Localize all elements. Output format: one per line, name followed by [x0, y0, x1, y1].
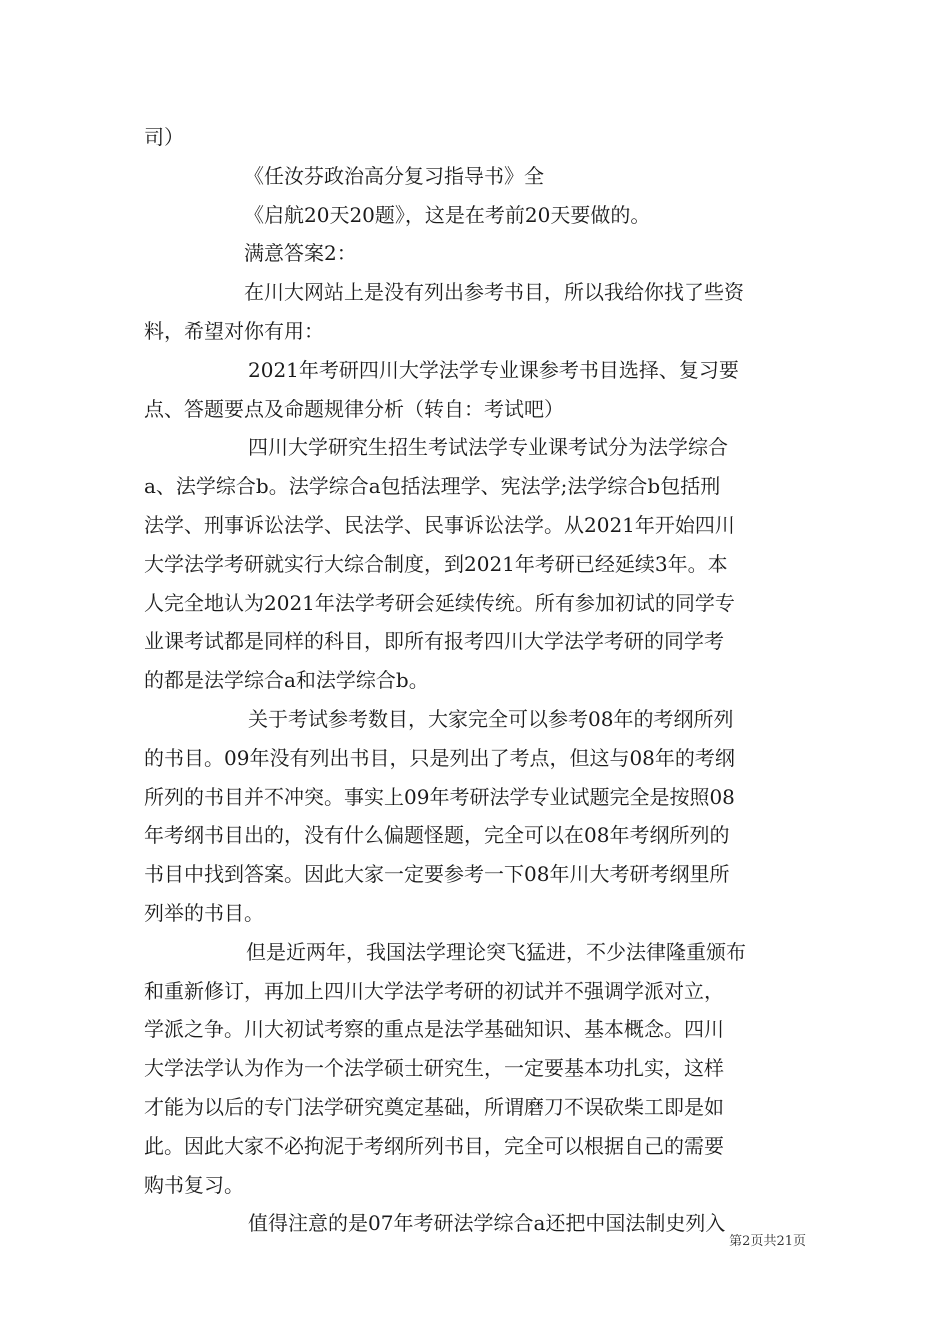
text-line: 关于考试参考数目，大家完全可以参考08年的考纲所列 — [248, 706, 734, 731]
page-number: 第2页共21页 — [729, 1234, 806, 1249]
text-line: 大学法学认为作为一个法学硕士研究生，一定要基本功扎实，这样 — [144, 1056, 724, 1081]
text-line: 司） — [144, 125, 184, 149]
text-line: 购书复习。 — [144, 1172, 244, 1197]
text-line: 年考纲书目出的，没有什么偏题怪题，完全可以在08年考纲所列的 — [144, 823, 730, 848]
text-line: 列举的书目。 — [144, 900, 264, 925]
text-line: 人完全地认为2021年法学考研会延续传统。所有参加初试的同学专 — [144, 590, 735, 615]
text-line: 才能为以后的专门法学研究奠定基础，所谓磨刀不误砍柴工即是如 — [144, 1094, 724, 1119]
text-line: 书目中找到答案。因此大家一定要参考一下08年川大考研考纲里所 — [144, 862, 730, 887]
text-line: 值得注意的是07年考研法学综合a还把中国法制史列入 — [248, 1211, 726, 1236]
text-line: 的都是法学综合a和法学综合b。 — [144, 668, 429, 693]
text-line: 的书目。09年没有列出书目，只是列出了考点，但这与08年的考纲 — [144, 745, 735, 770]
text-line: 所列的书目并不冲突。事实上09年考研法学专业试题完全是按照08 — [144, 784, 735, 809]
text-line: 业课考试都是同样的科目，即所有报考四川大学法学考研的同学考 — [144, 629, 724, 654]
text-line: 在川大网站上是没有列出参考书目，所以我给你找了些资 — [244, 280, 744, 305]
text-line: 料，希望对你有用： — [144, 318, 324, 343]
text-line: 大学法学考研就实行大综合制度，到2021年考研已经延续3年。本 — [144, 551, 728, 576]
text-line: 法学、刑事诉讼法学、民法学、民事诉讼法学。从2021年开始四川 — [144, 512, 735, 537]
text-line: a、法学综合b。法学综合a包括法理学、宪法学;法学综合b包括刑 — [144, 474, 721, 499]
text-line: 但是近两年，我国法学理论突飞猛进，不少法律隆重颁布 — [246, 939, 746, 964]
text-line: 四川大学研究生招生考试法学专业课考试分为法学综合 — [248, 435, 728, 460]
text-line: 满意答案2： — [244, 241, 357, 266]
text-line: 点、答题要点及命题规律分析（转自：考试吧） — [144, 396, 564, 421]
text-line: 2021年考研四川大学法学专业课参考书目选择、复习要 — [248, 357, 739, 382]
text-line: 学派之争。川大初试考察的重点是法学基础知识、基本概念。四川 — [144, 1017, 724, 1042]
text-line: 和重新修订，再加上四川大学法学考研的初试并不强调学派对立， — [144, 978, 724, 1003]
text-line: 《启航20天20题》，这是在考前20天要做的。 — [244, 202, 651, 227]
document-body — [144, 118, 808, 1243]
text-line: 此。因此大家不必拘泥于考纲所列书目，完全可以根据自己的需要 — [144, 1133, 724, 1158]
text-line: 《任汝芬政治高分复习指导书》全 — [244, 163, 544, 188]
